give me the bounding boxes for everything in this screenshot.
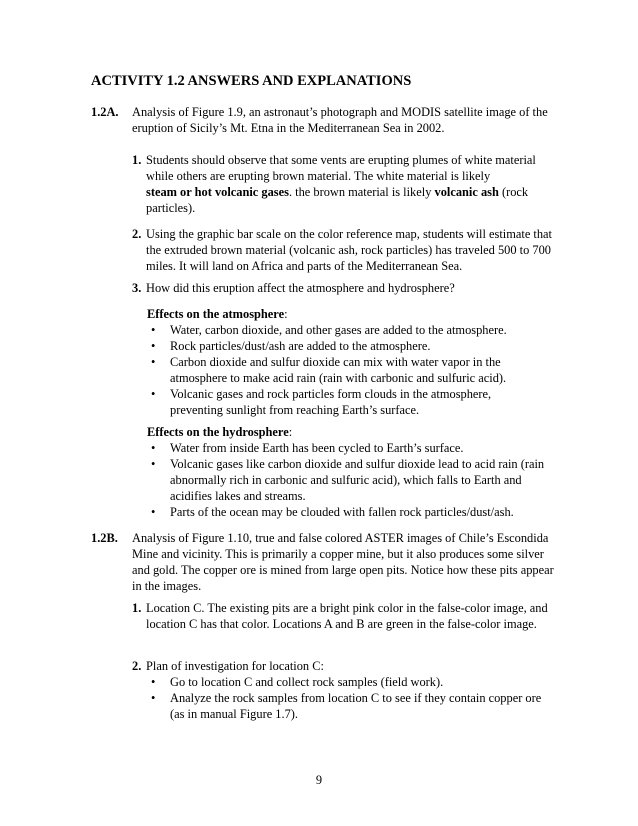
list-item: • Rock particles/dust/ash are added to the atmosphere. xyxy=(151,339,431,353)
item-text: Location C. The existing pits are a bright pink color in the false-color image, and location C has that color. Locations A and B are green in the false-color image. xyxy=(146,601,548,631)
bullet-list xyxy=(147,440,547,520)
page-title: ACTIVITY 1.2 ANSWERS AND EXPLANATIONS xyxy=(91,73,412,89)
bold-term: volcanic ash xyxy=(434,185,499,199)
item-text: How did this eruption affect the atmosphere and hydrosphere? xyxy=(146,281,455,295)
bold-term: steam or hot volcanic gases xyxy=(146,185,289,199)
investigation-plan xyxy=(147,674,547,722)
section-intro: Analysis of Figure 1.9, an astronaut’s photograph and MODIS satellite image of the eruption of Sicily’s Mt. Etna in the Mediterranean Sea in 2002. xyxy=(132,105,548,135)
item-number: 2. xyxy=(132,659,142,673)
section-1-2a xyxy=(91,104,561,136)
hydrosphere-effects: Effects on the hydrosphere: • Water from inside Earth has been cycled to Earth’s surface. • Volcanic gases like carbon dioxide and sulfur dioxide lead to acid rain (rain abnormally rich in carbonic and sulfuric acid), which falls to Earth and acidifies lakes and streams. • Parts of the ocean may be clouded with fallen rock particles/dust/ash. xyxy=(147,424,547,520)
list-item: • Volcanic gases like carbon dioxide and sulfur dioxide lead to acid rain (rain abnormally rich in carbonic and sulfuric acid), which falls to Earth and acidifies lakes and streams. xyxy=(151,457,545,503)
list-item: • Carbon dioxide and sulfur dioxide can mix with water vapor in the atmosphere to make acid rain (rain with carbonic and sulfuric acid). xyxy=(151,355,507,385)
item-number: 3. xyxy=(132,281,142,295)
item-text: Using the graphic bar scale on the color reference map, students will estimate that the extruded brown material (volcanic ash, rock particles) has traveled 500 to 700 miles. It will land on Africa and parts of the Mediterranean Sea. xyxy=(146,227,552,273)
list-item: • Water from inside Earth has been cycled to Earth’s surface. xyxy=(151,441,464,455)
list-item: • Parts of the ocean may be clouded with fallen rock particles/dust/ash. xyxy=(151,505,514,519)
answer-item-2 xyxy=(132,226,552,274)
page-number: 9 xyxy=(315,773,323,787)
list-item: • Volcanic gases and rock particles form clouds in the atmosphere, preventing sunlight from reaching Earth’s surface. xyxy=(151,387,492,417)
answer-item-b2 xyxy=(132,658,552,674)
section-1-2b xyxy=(91,530,561,594)
list-item: • Water, carbon dioxide, and other gases are added to the atmosphere. xyxy=(151,323,507,337)
answer-item-1 xyxy=(132,152,552,216)
atmosphere-effects: Effects on the atmosphere: • Water, carbon dioxide, and other gases are added to the atmosphere. • Rock particles/dust/ash are added to the atmosphere. • Carbon dioxide and sulfur dioxide can mix with water vapor in the atmosphere to make acid rain (rain with carbonic and sulfuric acid). • Volcanic gases and rock particles form clouds in the atmosphere, preventing sunlight from reaching Earth’s surface. xyxy=(147,306,547,418)
list-item: • Go to location C and collect rock samples (field work). xyxy=(151,675,444,689)
section-label: 1.2B. xyxy=(91,531,118,545)
item-number: 1. xyxy=(132,601,142,615)
section-label: 1.2A. xyxy=(91,105,119,119)
subheading: Effects on the hydrosphere xyxy=(147,425,289,439)
item-text: Plan of investigation for location C: xyxy=(146,659,324,673)
answer-item-3 xyxy=(132,280,552,296)
answer-item-b1 xyxy=(132,600,552,632)
bullet-list xyxy=(147,674,547,722)
section-intro: Analysis of Figure 1.10, true and false colored ASTER images of Chile’s Escondida Mine and vicinity. This is primarily a copper mine, but it also produces some silver and gold. The copper ore is mined from large open pits. Notice how these pits appear in the images. xyxy=(132,531,554,593)
list-item: • Analyze the rock samples from location C to see if they contain copper ore (as in manual Figure 1.7). xyxy=(151,691,542,721)
item-number: 2. xyxy=(132,227,142,241)
subheading: Effects on the atmosphere xyxy=(147,307,285,321)
bullet-list xyxy=(147,322,547,418)
item-text: Students should observe that some vents are erupting plumes of white material while others are erupting brown material. The white material is likely steam or hot volcanic gases. the brown material is likely volcanic ash (rock particles). xyxy=(146,153,536,215)
item-number: 1. xyxy=(132,153,142,167)
